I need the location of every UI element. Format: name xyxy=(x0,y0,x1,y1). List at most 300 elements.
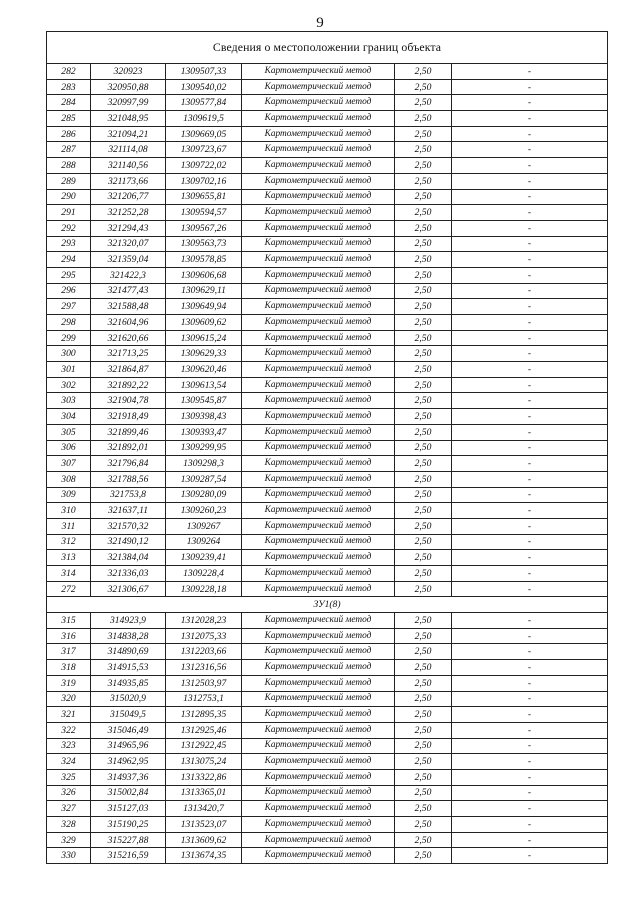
point-number-cell: 324 xyxy=(47,754,91,770)
x-coordinate-cell: 321918,49 xyxy=(91,409,166,425)
point-number-cell: 303 xyxy=(47,393,91,409)
accuracy-cell: 2,50 xyxy=(395,189,452,205)
table-row xyxy=(47,267,608,283)
point-number-cell: 302 xyxy=(47,377,91,393)
accuracy-cell: 2,50 xyxy=(395,832,452,848)
point-number-cell: 296 xyxy=(47,283,91,299)
point-number-cell: 328 xyxy=(47,817,91,833)
y-coordinate-cell: 1309393,47 xyxy=(166,424,242,440)
point-number-cell: 321 xyxy=(47,707,91,723)
point-number-cell: 289 xyxy=(47,173,91,189)
accuracy-cell: 2,50 xyxy=(395,534,452,550)
point-number-cell: 307 xyxy=(47,456,91,472)
point-number-cell: 272 xyxy=(47,581,91,597)
point-number-cell: 314 xyxy=(47,566,91,582)
x-coordinate-cell: 315216,59 xyxy=(91,848,166,864)
y-coordinate-cell: 1309545,87 xyxy=(166,393,242,409)
description-cell: - xyxy=(452,330,608,346)
x-coordinate-cell: 321490,12 xyxy=(91,534,166,550)
description-cell: - xyxy=(452,754,608,770)
accuracy-cell: 2,50 xyxy=(395,754,452,770)
method-cell: Картометрический метод xyxy=(242,252,395,268)
table-row xyxy=(47,644,608,660)
point-number-cell: 301 xyxy=(47,362,91,378)
x-coordinate-cell: 321252,28 xyxy=(91,205,166,221)
table-row xyxy=(47,471,608,487)
y-coordinate-cell: 1312075,33 xyxy=(166,628,242,644)
point-number-cell: 297 xyxy=(47,299,91,315)
point-number-cell: 295 xyxy=(47,267,91,283)
x-coordinate-cell: 321904,78 xyxy=(91,393,166,409)
table-row xyxy=(47,817,608,833)
table-row xyxy=(47,64,608,80)
point-number-cell: 315 xyxy=(47,613,91,629)
method-cell: Картометрический метод xyxy=(242,691,395,707)
y-coordinate-cell: 1309702,16 xyxy=(166,173,242,189)
accuracy-cell: 2,50 xyxy=(395,722,452,738)
x-coordinate-cell: 321173,66 xyxy=(91,173,166,189)
method-cell: Картометрический метод xyxy=(242,220,395,236)
description-cell: - xyxy=(452,471,608,487)
description-cell: - xyxy=(452,283,608,299)
table-row xyxy=(47,722,608,738)
description-cell: - xyxy=(452,785,608,801)
method-cell: Картометрический метод xyxy=(242,111,395,127)
method-cell: Картометрический метод xyxy=(242,173,395,189)
accuracy-cell: 2,50 xyxy=(395,471,452,487)
x-coordinate-cell: 314923,9 xyxy=(91,613,166,629)
description-cell: - xyxy=(452,299,608,315)
table-row xyxy=(47,377,608,393)
table-row xyxy=(47,95,608,111)
point-number-cell: 293 xyxy=(47,236,91,252)
method-cell: Картометрический метод xyxy=(242,95,395,111)
y-coordinate-cell: 1313674,35 xyxy=(166,848,242,864)
x-coordinate-cell: 314965,96 xyxy=(91,738,166,754)
method-cell: Картометрический метод xyxy=(242,126,395,142)
table-row xyxy=(47,550,608,566)
x-coordinate-cell: 314915,53 xyxy=(91,660,166,676)
table-row xyxy=(47,283,608,299)
x-coordinate-cell: 321788,56 xyxy=(91,471,166,487)
method-cell: Картометрический метод xyxy=(242,409,395,425)
table-row xyxy=(47,848,608,864)
description-cell: - xyxy=(452,142,608,158)
method-cell: Картометрический метод xyxy=(242,848,395,864)
method-cell: Картометрический метод xyxy=(242,785,395,801)
accuracy-cell: 2,50 xyxy=(395,456,452,472)
method-cell: Картометрический метод xyxy=(242,628,395,644)
table-row xyxy=(47,660,608,676)
method-cell: Картометрический метод xyxy=(242,581,395,597)
description-cell: - xyxy=(452,534,608,550)
table-row xyxy=(47,440,608,456)
point-number-cell: 288 xyxy=(47,158,91,174)
y-coordinate-cell: 1309615,24 xyxy=(166,330,242,346)
x-coordinate-cell: 315020,9 xyxy=(91,691,166,707)
x-coordinate-cell: 321359,04 xyxy=(91,252,166,268)
description-cell: - xyxy=(452,409,608,425)
table-row xyxy=(47,236,608,252)
table-row xyxy=(47,675,608,691)
table-caption-row xyxy=(47,32,608,64)
y-coordinate-cell: 1312925,46 xyxy=(166,722,242,738)
y-coordinate-cell: 1309613,54 xyxy=(166,377,242,393)
point-number-cell: 308 xyxy=(47,471,91,487)
x-coordinate-cell: 321713,25 xyxy=(91,346,166,362)
description-cell: - xyxy=(452,738,608,754)
table-row xyxy=(47,220,608,236)
method-cell: Картометрический метод xyxy=(242,550,395,566)
accuracy-cell: 2,50 xyxy=(395,503,452,519)
x-coordinate-cell: 321206,77 xyxy=(91,189,166,205)
accuracy-cell: 2,50 xyxy=(395,691,452,707)
y-coordinate-cell: 1309267 xyxy=(166,518,242,534)
accuracy-cell: 2,50 xyxy=(395,628,452,644)
accuracy-cell: 2,50 xyxy=(395,644,452,660)
point-number-cell: 294 xyxy=(47,252,91,268)
x-coordinate-cell: 315002,84 xyxy=(91,785,166,801)
description-cell: - xyxy=(452,64,608,80)
description-cell: - xyxy=(452,832,608,848)
y-coordinate-cell: 1309669,05 xyxy=(166,126,242,142)
y-coordinate-cell: 1312922,45 xyxy=(166,738,242,754)
x-coordinate-cell: 321753,8 xyxy=(91,487,166,503)
point-number-cell: 304 xyxy=(47,409,91,425)
accuracy-cell: 2,50 xyxy=(395,346,452,362)
table-row xyxy=(47,518,608,534)
y-coordinate-cell: 1313075,24 xyxy=(166,754,242,770)
description-cell: - xyxy=(452,581,608,597)
table-row xyxy=(47,581,608,597)
point-number-cell: 330 xyxy=(47,848,91,864)
description-cell: - xyxy=(452,487,608,503)
point-number-cell: 291 xyxy=(47,205,91,221)
accuracy-cell: 2,50 xyxy=(395,64,452,80)
method-cell: Картометрический метод xyxy=(242,330,395,346)
description-cell: - xyxy=(452,675,608,691)
accuracy-cell: 2,50 xyxy=(395,111,452,127)
method-cell: Картометрический метод xyxy=(242,362,395,378)
y-coordinate-cell: 1309619,5 xyxy=(166,111,242,127)
x-coordinate-cell: 314937,36 xyxy=(91,769,166,785)
method-cell: Картометрический метод xyxy=(242,738,395,754)
table-title: Сведения о местоположении границ объекта xyxy=(47,32,608,64)
accuracy-cell: 2,50 xyxy=(395,95,452,111)
description-cell: - xyxy=(452,848,608,864)
method-cell: Картометрический метод xyxy=(242,267,395,283)
method-cell: Картометрический метод xyxy=(242,142,395,158)
accuracy-cell: 2,50 xyxy=(395,487,452,503)
y-coordinate-cell: 1309264 xyxy=(166,534,242,550)
accuracy-cell: 2,50 xyxy=(395,205,452,221)
table-row xyxy=(47,566,608,582)
y-coordinate-cell: 1312753,1 xyxy=(166,691,242,707)
y-coordinate-cell: 1313523,07 xyxy=(166,817,242,833)
y-coordinate-cell: 1309606,68 xyxy=(166,267,242,283)
method-cell: Картометрический метод xyxy=(242,299,395,315)
description-cell: - xyxy=(452,79,608,95)
point-number-cell: 327 xyxy=(47,801,91,817)
accuracy-cell: 2,50 xyxy=(395,299,452,315)
description-cell: - xyxy=(452,236,608,252)
y-coordinate-cell: 1309577,84 xyxy=(166,95,242,111)
boundary-coordinates-table xyxy=(46,31,608,864)
point-number-cell: 313 xyxy=(47,550,91,566)
description-cell: - xyxy=(452,95,608,111)
y-coordinate-cell: 1312895,35 xyxy=(166,707,242,723)
description-cell: - xyxy=(452,220,608,236)
x-coordinate-cell: 315190,25 xyxy=(91,817,166,833)
y-coordinate-cell: 1313322,86 xyxy=(166,769,242,785)
table-row xyxy=(47,801,608,817)
method-cell: Картометрический метод xyxy=(242,518,395,534)
y-coordinate-cell: 1309567,26 xyxy=(166,220,242,236)
description-cell: - xyxy=(452,267,608,283)
description-cell: - xyxy=(452,503,608,519)
description-cell: - xyxy=(452,111,608,127)
y-coordinate-cell: 1309507,33 xyxy=(166,64,242,80)
y-coordinate-cell: 1309287,54 xyxy=(166,471,242,487)
y-coordinate-cell: 1309722,02 xyxy=(166,158,242,174)
table-row xyxy=(47,142,608,158)
x-coordinate-cell: 320997,99 xyxy=(91,95,166,111)
x-coordinate-cell: 321384,04 xyxy=(91,550,166,566)
table-row xyxy=(47,424,608,440)
method-cell: Картометрический метод xyxy=(242,660,395,676)
description-cell: - xyxy=(452,362,608,378)
y-coordinate-cell: 1309299,95 xyxy=(166,440,242,456)
table-row xyxy=(47,346,608,362)
x-coordinate-cell: 321320,07 xyxy=(91,236,166,252)
point-number-cell: 323 xyxy=(47,738,91,754)
method-cell: Картометрический метод xyxy=(242,315,395,331)
y-coordinate-cell: 1312028,23 xyxy=(166,613,242,629)
x-coordinate-cell: 321637,11 xyxy=(91,503,166,519)
description-cell: - xyxy=(452,817,608,833)
x-coordinate-cell: 321899,46 xyxy=(91,424,166,440)
accuracy-cell: 2,50 xyxy=(395,817,452,833)
y-coordinate-cell: 1309280,09 xyxy=(166,487,242,503)
x-coordinate-cell: 320950,88 xyxy=(91,79,166,95)
table-row xyxy=(47,158,608,174)
point-number-cell: 319 xyxy=(47,675,91,691)
table-row xyxy=(47,487,608,503)
method-cell: Картометрический метод xyxy=(242,346,395,362)
x-coordinate-cell: 321477,43 xyxy=(91,283,166,299)
accuracy-cell: 2,50 xyxy=(395,581,452,597)
description-cell: - xyxy=(452,566,608,582)
table-row xyxy=(47,315,608,331)
point-number-cell: 322 xyxy=(47,722,91,738)
table-row xyxy=(47,503,608,519)
point-number-cell: 306 xyxy=(47,440,91,456)
method-cell: Картометрический метод xyxy=(242,754,395,770)
accuracy-cell: 2,50 xyxy=(395,79,452,95)
point-number-cell: 318 xyxy=(47,660,91,676)
x-coordinate-cell: 314935,85 xyxy=(91,675,166,691)
method-cell: Картометрический метод xyxy=(242,722,395,738)
x-coordinate-cell: 321620,66 xyxy=(91,330,166,346)
accuracy-cell: 2,50 xyxy=(395,518,452,534)
description-cell: - xyxy=(452,393,608,409)
method-cell: Картометрический метод xyxy=(242,236,395,252)
point-number-cell: 329 xyxy=(47,832,91,848)
table-row xyxy=(47,189,608,205)
table-row xyxy=(47,754,608,770)
x-coordinate-cell: 315227,88 xyxy=(91,832,166,848)
accuracy-cell: 2,50 xyxy=(395,675,452,691)
description-cell: - xyxy=(452,801,608,817)
method-cell: Картометрический метод xyxy=(242,817,395,833)
x-coordinate-cell: 315127,03 xyxy=(91,801,166,817)
description-cell: - xyxy=(452,424,608,440)
accuracy-cell: 2,50 xyxy=(395,848,452,864)
accuracy-cell: 2,50 xyxy=(395,252,452,268)
x-coordinate-cell: 321306,67 xyxy=(91,581,166,597)
accuracy-cell: 2,50 xyxy=(395,142,452,158)
point-number-cell: 325 xyxy=(47,769,91,785)
description-cell: - xyxy=(452,456,608,472)
table-row xyxy=(47,409,608,425)
x-coordinate-cell: 314962,95 xyxy=(91,754,166,770)
accuracy-cell: 2,50 xyxy=(395,236,452,252)
accuracy-cell: 2,50 xyxy=(395,220,452,236)
method-cell: Картометрический метод xyxy=(242,487,395,503)
y-coordinate-cell: 1309620,46 xyxy=(166,362,242,378)
x-coordinate-cell: 321140,56 xyxy=(91,158,166,174)
method-cell: Картометрический метод xyxy=(242,377,395,393)
point-number-cell: 305 xyxy=(47,424,91,440)
y-coordinate-cell: 1312316,56 xyxy=(166,660,242,676)
y-coordinate-cell: 1309228,4 xyxy=(166,566,242,582)
accuracy-cell: 2,50 xyxy=(395,330,452,346)
x-coordinate-cell: 321892,22 xyxy=(91,377,166,393)
x-coordinate-cell: 321294,43 xyxy=(91,220,166,236)
x-coordinate-cell: 321864,87 xyxy=(91,362,166,378)
table-row xyxy=(47,691,608,707)
point-number-cell: 316 xyxy=(47,628,91,644)
accuracy-cell: 2,50 xyxy=(395,283,452,299)
description-cell: - xyxy=(452,769,608,785)
y-coordinate-cell: 1309239,41 xyxy=(166,550,242,566)
point-number-cell: 310 xyxy=(47,503,91,519)
method-cell: Картометрический метод xyxy=(242,471,395,487)
method-cell: Картометрический метод xyxy=(242,456,395,472)
point-number-cell: 286 xyxy=(47,126,91,142)
point-number-cell: 312 xyxy=(47,534,91,550)
point-number-cell: 311 xyxy=(47,518,91,534)
description-cell: - xyxy=(452,518,608,534)
method-cell: Картометрический метод xyxy=(242,707,395,723)
table-row xyxy=(47,534,608,550)
method-cell: Картометрический метод xyxy=(242,566,395,582)
accuracy-cell: 2,50 xyxy=(395,660,452,676)
table-row xyxy=(47,299,608,315)
method-cell: Картометрический метод xyxy=(242,769,395,785)
description-cell: - xyxy=(452,644,608,660)
accuracy-cell: 2,50 xyxy=(395,440,452,456)
description-cell: - xyxy=(452,613,608,629)
method-cell: Картометрический метод xyxy=(242,613,395,629)
point-number-cell: 282 xyxy=(47,64,91,80)
method-cell: Картометрический метод xyxy=(242,644,395,660)
y-coordinate-cell: 1312503,97 xyxy=(166,675,242,691)
x-coordinate-cell: 321336,03 xyxy=(91,566,166,582)
table-row xyxy=(47,79,608,95)
method-cell: Картометрический метод xyxy=(242,79,395,95)
accuracy-cell: 2,50 xyxy=(395,267,452,283)
y-coordinate-cell: 1313420,7 xyxy=(166,801,242,817)
method-cell: Картометрический метод xyxy=(242,205,395,221)
y-coordinate-cell: 1309629,11 xyxy=(166,283,242,299)
y-coordinate-cell: 1309655,81 xyxy=(166,189,242,205)
description-cell: - xyxy=(452,707,608,723)
point-number-cell: 285 xyxy=(47,111,91,127)
point-number-cell: 287 xyxy=(47,142,91,158)
x-coordinate-cell: 314890,69 xyxy=(91,644,166,660)
accuracy-cell: 2,50 xyxy=(395,738,452,754)
x-coordinate-cell: 321604,96 xyxy=(91,315,166,331)
method-cell: Картометрический метод xyxy=(242,801,395,817)
x-coordinate-cell: 314838,28 xyxy=(91,628,166,644)
table-row xyxy=(47,393,608,409)
method-cell: Картометрический метод xyxy=(242,440,395,456)
y-coordinate-cell: 1309609,62 xyxy=(166,315,242,331)
description-cell: - xyxy=(452,158,608,174)
y-coordinate-cell: 1309260,23 xyxy=(166,503,242,519)
point-number-cell: 284 xyxy=(47,95,91,111)
table-row xyxy=(47,707,608,723)
accuracy-cell: 2,50 xyxy=(395,769,452,785)
x-coordinate-cell: 321094,21 xyxy=(91,126,166,142)
y-coordinate-cell: 1309578,85 xyxy=(166,252,242,268)
point-number-cell: 283 xyxy=(47,79,91,95)
x-coordinate-cell: 320923 xyxy=(91,64,166,80)
table-row xyxy=(47,456,608,472)
description-cell: - xyxy=(452,346,608,362)
description-cell: - xyxy=(452,189,608,205)
point-number-cell: 309 xyxy=(47,487,91,503)
accuracy-cell: 2,50 xyxy=(395,158,452,174)
point-number-cell: 320 xyxy=(47,691,91,707)
table-row xyxy=(47,252,608,268)
point-number-cell: 317 xyxy=(47,644,91,660)
section-header-row xyxy=(47,597,608,613)
accuracy-cell: 2,50 xyxy=(395,785,452,801)
method-cell: Картометрический метод xyxy=(242,534,395,550)
description-cell: - xyxy=(452,205,608,221)
x-coordinate-cell: 321422,3 xyxy=(91,267,166,283)
description-cell: - xyxy=(452,377,608,393)
description-cell: - xyxy=(452,440,608,456)
accuracy-cell: 2,50 xyxy=(395,566,452,582)
accuracy-cell: 2,50 xyxy=(395,707,452,723)
y-coordinate-cell: 1309649,94 xyxy=(166,299,242,315)
x-coordinate-cell: 321796,84 xyxy=(91,456,166,472)
table-row xyxy=(47,785,608,801)
description-cell: - xyxy=(452,126,608,142)
description-cell: - xyxy=(452,722,608,738)
section-label: ЗУ1(8) xyxy=(47,597,608,613)
accuracy-cell: 2,50 xyxy=(395,613,452,629)
y-coordinate-cell: 1313365,01 xyxy=(166,785,242,801)
x-coordinate-cell: 321892,01 xyxy=(91,440,166,456)
y-coordinate-cell: 1313609,62 xyxy=(166,832,242,848)
method-cell: Картометрический метод xyxy=(242,675,395,691)
y-coordinate-cell: 1309629,33 xyxy=(166,346,242,362)
accuracy-cell: 2,50 xyxy=(395,409,452,425)
